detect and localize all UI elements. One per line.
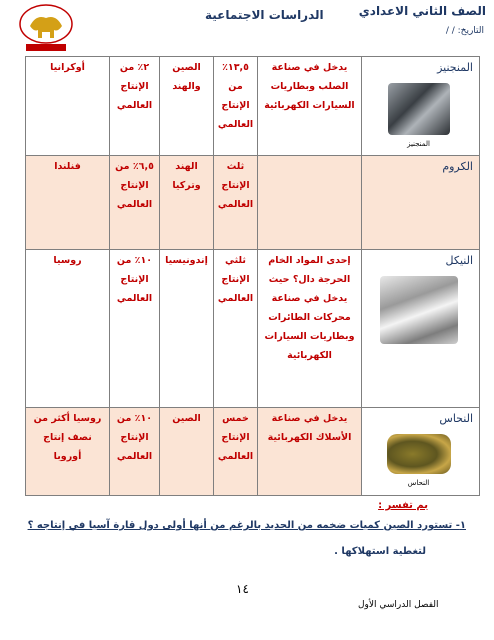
other-country-cell: روسيا أكثر من نصف إنتاج أوروبا [26,408,110,496]
mineral-cell [362,57,480,156]
asia-countries-cell: الهند وتركيا [160,156,214,250]
date-field: التاريخ: / / [445,26,484,36]
explain-title: بم تفسر : [378,500,428,511]
copper-image [387,434,451,474]
world-share-cell: ١٠٪ من الإنتاج العالمي [110,250,160,408]
asia-countries-cell: إندونيسيا [160,250,214,408]
share-cell: ثلثي الإنتاج العالمي [214,250,258,408]
mineral-cell [362,408,480,496]
use-cell: يدخل في صناعة الأسلاك الكهربائية [258,408,362,496]
image-caption: النحاس [407,479,430,487]
asia-countries-cell: الصين والهند [160,57,214,156]
question-1: ١- تستورد الصين كميات ضخمه من الحديد بالرغم من أنها أولى دول قارة آسيا في إنتاجه ؟ [27,520,466,531]
mineral-cell [362,156,480,250]
share-cell: ثلث الإنتاج العالمي [214,156,258,250]
table-row [26,250,480,408]
mineral-name: المنجنيز [437,61,473,74]
page-header [0,0,494,48]
table-row [26,156,480,250]
asia-countries-cell: الصين [160,408,214,496]
table-row [26,57,480,156]
use-cell: إحدى المواد الخام الحرجة دال؟ حيث يدخل في صناعة محركات الطائرات وبطاريات السيارات الكهربائية [258,250,362,408]
page-number: ١٤ [236,582,249,596]
mineral-name: الكروم [442,160,473,173]
answer-1: لتغطية استهلاكها . [334,546,426,557]
use-cell: يدخل في صناعة الصلب وبطاريات السيارات الكهربائية [258,57,362,156]
world-share-cell: ٢٪ من الإنتاج العالمي [110,57,160,156]
world-share-cell: ١٠٪ من الإنتاج العالمي [110,408,160,496]
school-logo [14,2,78,54]
grade-title: الصف الثاني الاعدادي [358,4,486,18]
mineral-name: النيكل [445,254,473,267]
other-country-cell: روسيا [26,250,110,408]
image-caption: المنجنيز [407,140,430,148]
share-cell: خمس الإنتاج العالمي [214,408,258,496]
world-share-cell: ٦,٥٪ من الإنتاج العالمي [110,156,160,250]
subject-title: الدراسات الاجتماعية [205,8,324,22]
other-country-cell: أوكرانيا [26,57,110,156]
manganese-image [388,83,450,135]
mineral-cell [362,250,480,408]
mineral-name: النحاس [439,412,473,425]
nickel-image [380,276,458,344]
use-cell [258,156,362,250]
table-row [26,408,480,496]
minerals-table [25,56,480,496]
share-cell: ١٣,٥٪ من الإنتاج العالمي [214,57,258,156]
other-country-cell: فنلندا [26,156,110,250]
term-label: الفصل الدراسي الأول [358,600,439,610]
